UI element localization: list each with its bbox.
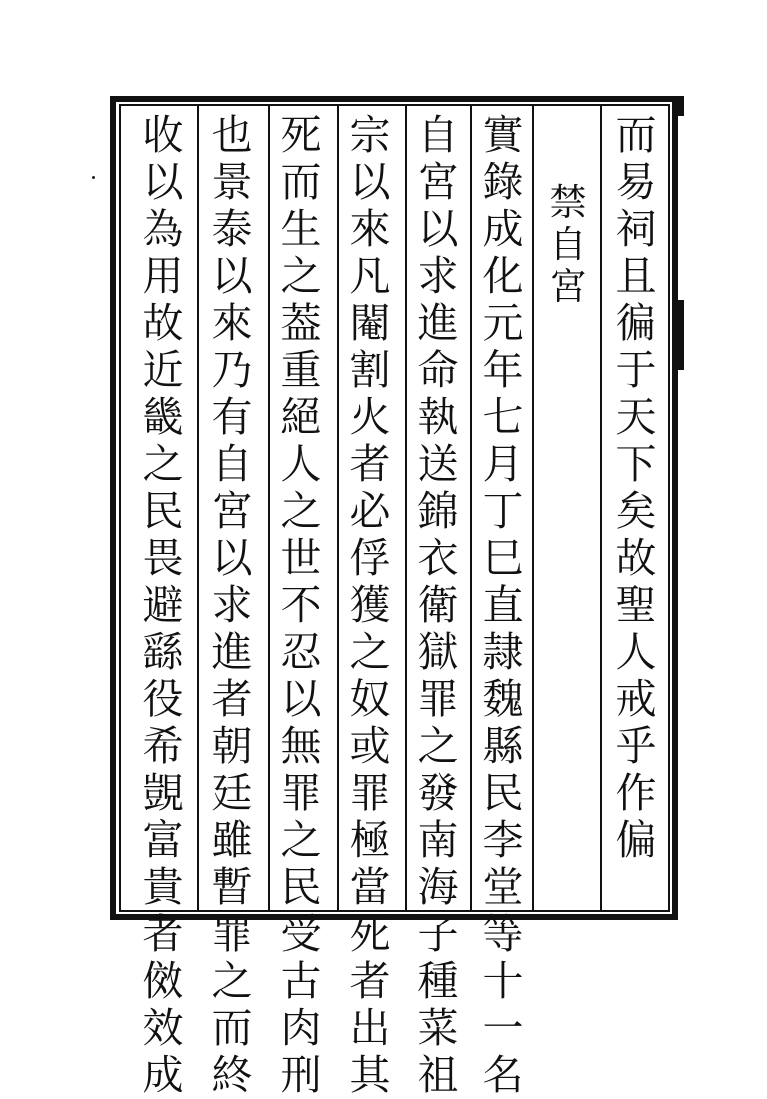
text-glyph: 隷 <box>482 628 524 676</box>
text-glyph: 縣 <box>482 722 524 770</box>
text-glyph: 極 <box>349 816 391 864</box>
page-edge-mark <box>676 96 684 116</box>
text-glyph: 火 <box>349 393 391 441</box>
text-glyph: 以 <box>211 252 253 300</box>
text-glyph: 避 <box>142 581 184 629</box>
text-glyph: 且 <box>615 252 657 300</box>
text-glyph: 禁 <box>549 181 587 224</box>
section-heading-column <box>536 182 600 982</box>
text-glyph: 重 <box>280 346 322 394</box>
text-glyph: 役 <box>142 675 184 723</box>
text-glyph: 民 <box>482 769 524 817</box>
text-glyph: 俘 <box>349 534 391 582</box>
text-glyph: 其 <box>349 1051 391 1099</box>
text-column-1 <box>604 112 668 912</box>
text-glyph: 李 <box>482 816 524 864</box>
text-glyph: 人 <box>280 440 322 488</box>
text-glyph: 割 <box>349 346 391 394</box>
text-glyph: 覬 <box>142 769 184 817</box>
text-glyph: 自 <box>417 111 459 159</box>
text-glyph: 畏 <box>142 534 184 582</box>
text-glyph: 為 <box>142 205 184 253</box>
text-glyph: 送 <box>417 440 459 488</box>
text-glyph: 罪 <box>211 910 253 958</box>
text-glyph: 民 <box>142 487 184 535</box>
text-glyph: 易 <box>615 158 657 206</box>
column-divider <box>197 106 199 910</box>
text-column-6 <box>269 111 333 1099</box>
text-glyph: 直 <box>482 581 524 629</box>
text-glyph: 獄 <box>417 628 459 676</box>
text-glyph: 化 <box>482 252 524 300</box>
text-glyph: 罪 <box>417 675 459 723</box>
text-glyph: 偏 <box>615 816 657 864</box>
text-column-8 <box>131 111 195 1099</box>
text-glyph: 閹 <box>349 299 391 347</box>
text-glyph: 朝 <box>211 722 253 770</box>
text-glyph: 矣 <box>615 487 657 535</box>
text-glyph: 一 <box>482 1004 524 1052</box>
text-glyph: 希 <box>142 722 184 770</box>
text-glyph: 年 <box>482 346 524 394</box>
text-glyph: 富 <box>142 816 184 864</box>
text-glyph: 進 <box>211 628 253 676</box>
text-glyph: 絕 <box>280 393 322 441</box>
text-glyph: 魏 <box>482 675 524 723</box>
text-glyph: 者 <box>349 957 391 1005</box>
text-glyph: 泰 <box>211 205 253 253</box>
text-glyph: 作 <box>615 769 657 817</box>
text-glyph: 之 <box>280 252 322 300</box>
text-glyph: 求 <box>211 581 253 629</box>
text-glyph: 或 <box>349 722 391 770</box>
text-glyph: 不 <box>280 581 322 629</box>
text-column-4 <box>406 111 470 1099</box>
text-glyph: 錄 <box>482 158 524 206</box>
text-glyph: 成 <box>142 1051 184 1099</box>
text-glyph: 用 <box>142 252 184 300</box>
text-glyph: 出 <box>349 1004 391 1052</box>
text-glyph: 者 <box>142 910 184 958</box>
text-glyph: 效 <box>142 1004 184 1052</box>
text-column-3 <box>471 111 535 1099</box>
text-glyph: 生 <box>280 205 322 253</box>
text-glyph: 收 <box>142 111 184 159</box>
text-glyph: 者 <box>349 440 391 488</box>
text-glyph: 死 <box>349 910 391 958</box>
text-glyph: 衛 <box>417 581 459 629</box>
text-glyph: 命 <box>417 346 459 394</box>
text-glyph: 必 <box>349 487 391 535</box>
text-glyph: 堂 <box>482 863 524 911</box>
text-column-7 <box>200 111 264 1099</box>
text-glyph: 世 <box>280 534 322 582</box>
text-glyph: 貴 <box>142 863 184 911</box>
text-glyph: 乃 <box>211 346 253 394</box>
text-glyph: 月 <box>482 440 524 488</box>
text-glyph: 聖 <box>615 581 657 629</box>
text-glyph: 以 <box>142 158 184 206</box>
text-glyph: 故 <box>615 534 657 582</box>
text-glyph: 畿 <box>142 393 184 441</box>
text-glyph: 乎 <box>615 722 657 770</box>
text-glyph: 凡 <box>349 252 391 300</box>
text-glyph: 無 <box>280 722 322 770</box>
text-glyph: 衣 <box>417 534 459 582</box>
text-glyph: 天 <box>615 393 657 441</box>
text-glyph: 者 <box>211 675 253 723</box>
text-glyph: 以 <box>417 205 459 253</box>
text-glyph: 宮 <box>549 265 587 308</box>
text-glyph: 廷 <box>211 769 253 817</box>
text-glyph: 人 <box>615 628 657 676</box>
text-glyph: 錦 <box>417 487 459 535</box>
text-glyph: 執 <box>417 393 459 441</box>
text-glyph: 罪 <box>349 769 391 817</box>
text-glyph: 故 <box>142 299 184 347</box>
text-glyph: 下 <box>615 440 657 488</box>
text-glyph: 成 <box>482 205 524 253</box>
text-glyph: 元 <box>482 299 524 347</box>
text-glyph: 海 <box>417 863 459 911</box>
text-glyph: 自 <box>211 440 253 488</box>
text-glyph: 以 <box>280 675 322 723</box>
text-glyph: 之 <box>142 440 184 488</box>
text-glyph: 也 <box>211 111 253 159</box>
text-glyph: 求 <box>417 252 459 300</box>
page-edge-mark <box>676 300 684 370</box>
text-glyph: 而 <box>615 111 657 159</box>
text-glyph: 終 <box>211 1051 253 1099</box>
text-glyph: 種 <box>417 957 459 1005</box>
text-glyph: 近 <box>142 346 184 394</box>
text-glyph: 之 <box>349 628 391 676</box>
text-glyph: 繇 <box>142 628 184 676</box>
scan-speck <box>92 176 95 179</box>
text-glyph: 之 <box>211 957 253 1005</box>
text-glyph: 丁 <box>482 487 524 535</box>
text-glyph: 以 <box>349 158 391 206</box>
text-glyph: 葢 <box>280 299 322 347</box>
text-glyph: 發 <box>417 769 459 817</box>
text-glyph: 實 <box>482 111 524 159</box>
text-glyph: 獲 <box>349 581 391 629</box>
text-glyph: 而 <box>280 158 322 206</box>
text-glyph: 南 <box>417 816 459 864</box>
text-glyph: 宮 <box>211 487 253 535</box>
text-glyph: 肉 <box>280 1004 322 1052</box>
text-glyph: 徧 <box>615 299 657 347</box>
text-glyph: 忍 <box>280 628 322 676</box>
text-glyph: 名 <box>482 1051 524 1099</box>
text-glyph: 之 <box>280 487 322 535</box>
text-glyph: 奴 <box>349 675 391 723</box>
text-glyph: 以 <box>211 534 253 582</box>
text-glyph: 古 <box>280 957 322 1005</box>
text-glyph: 罪 <box>280 769 322 817</box>
text-glyph: 七 <box>482 393 524 441</box>
text-glyph: 死 <box>280 111 322 159</box>
text-glyph: 有 <box>211 393 253 441</box>
text-glyph: 祖 <box>417 1051 459 1099</box>
text-glyph: 于 <box>615 346 657 394</box>
column-divider <box>600 106 602 910</box>
text-glyph: 宮 <box>417 158 459 206</box>
text-glyph: 等 <box>482 910 524 958</box>
text-glyph: 當 <box>349 863 391 911</box>
text-glyph: 來 <box>211 299 253 347</box>
text-glyph: 之 <box>417 722 459 770</box>
text-glyph: 而 <box>211 1004 253 1052</box>
text-glyph: 宗 <box>349 111 391 159</box>
text-glyph: 十 <box>482 957 524 1005</box>
text-glyph: 景 <box>211 158 253 206</box>
text-glyph: 子 <box>417 910 459 958</box>
text-glyph: 民 <box>280 863 322 911</box>
text-glyph: 菜 <box>417 1004 459 1052</box>
text-glyph: 來 <box>349 205 391 253</box>
text-glyph: 自 <box>549 223 587 266</box>
text-glyph: 刑 <box>280 1051 322 1099</box>
text-glyph: 戒 <box>615 675 657 723</box>
text-glyph: 祠 <box>615 205 657 253</box>
text-glyph: 受 <box>280 910 322 958</box>
text-glyph: 之 <box>280 816 322 864</box>
text-glyph: 暫 <box>211 863 253 911</box>
text-glyph: 巳 <box>482 534 524 582</box>
text-glyph: 雖 <box>211 816 253 864</box>
text-glyph: 進 <box>417 299 459 347</box>
text-glyph: 傚 <box>142 957 184 1005</box>
text-column-5 <box>338 111 402 1099</box>
